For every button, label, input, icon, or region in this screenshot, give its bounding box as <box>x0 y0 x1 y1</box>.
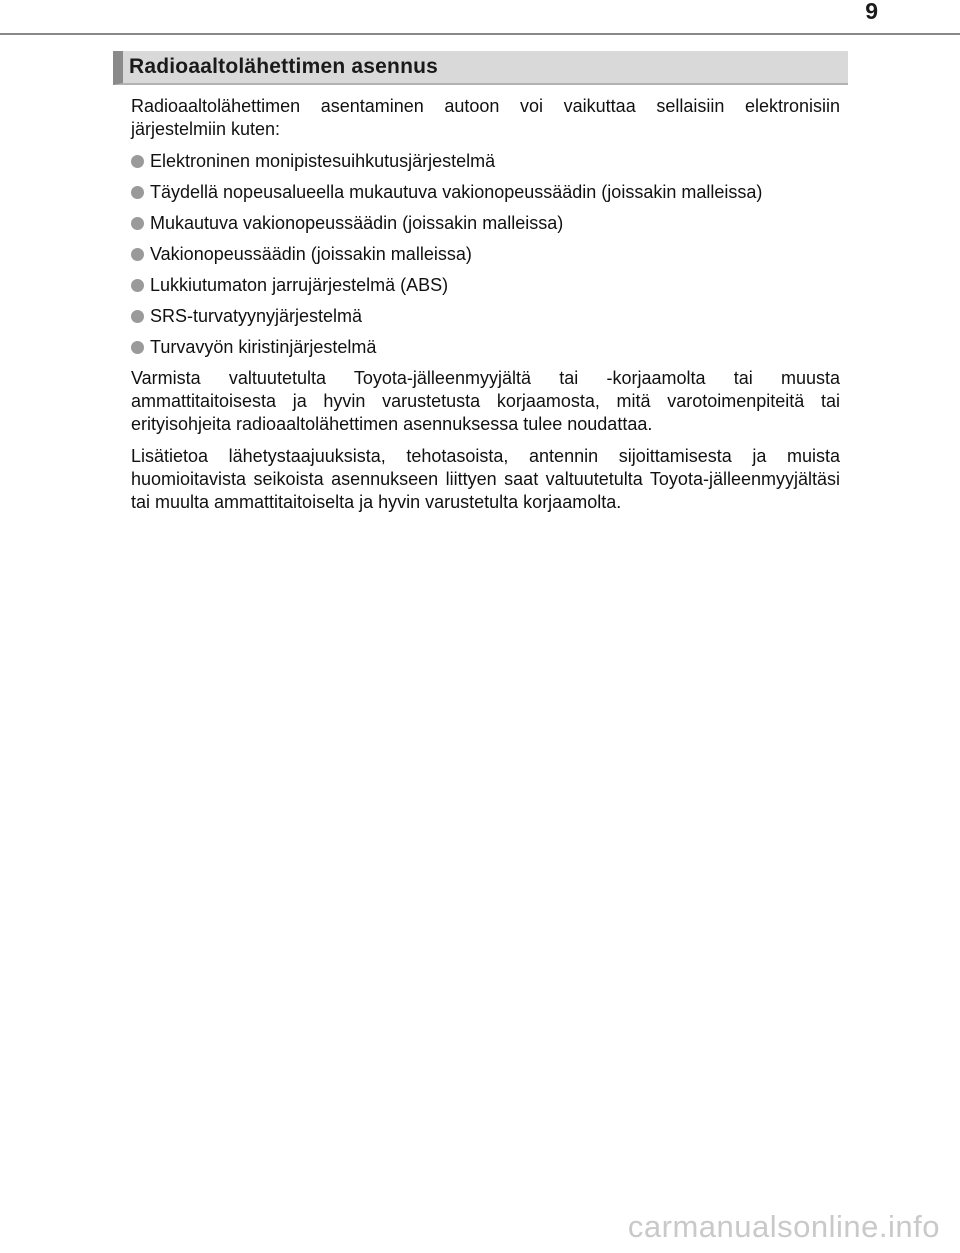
bullet-icon <box>131 217 144 230</box>
section-title: Radioaaltolähettimen asennus <box>129 55 439 78</box>
list-item: Lukkiutumaton jarrujärjestelmä (ABS) <box>131 274 840 297</box>
bullet-icon <box>131 248 144 261</box>
list-item: Täydellä nopeusalueella mukautuva vakionopeussäädin (joissakin malleissa) <box>131 181 840 204</box>
affected-systems-list <box>131 150 840 359</box>
dealer-advice-paragraph: Varmista valtuutetulta Toyota-jälleenmyyjältä tai -korjaamolta tai muusta ammattitaitoisesta ja hyvin varustetusta korjaamosta, mitä varotoimenpiteitä tai erityisohjeita radioaaltolähettimen asennuksessa tulee noudattaa. <box>131 368 840 434</box>
bullet-icon <box>131 279 144 292</box>
list-item: Turvavyön kiristinjärjestelmä <box>131 336 840 359</box>
bullet-icon <box>131 310 144 323</box>
list-item: Elektroninen monipistesuihkutusjärjestelmä <box>131 150 840 173</box>
bullet-icon <box>131 155 144 168</box>
list-item: Vakionopeussäädin (joissakin malleissa) <box>131 243 840 266</box>
list-item: Mukautuva vakionopeussäädin (joissakin malleissa) <box>131 212 840 235</box>
page-number: 9 <box>865 0 878 24</box>
page-content <box>131 95 840 523</box>
section-header <box>113 51 848 85</box>
bullet-icon <box>131 341 144 354</box>
list-item: SRS-turvatyynyjärjestelmä <box>131 305 840 328</box>
header-rule <box>0 33 960 35</box>
bullet-icon <box>131 186 144 199</box>
intro-paragraph: Radioaaltolähettimen asentaminen autoon voi vaikuttaa sellaisiin elektronisiin järjestelmiin kuten: <box>131 96 840 139</box>
further-info-paragraph: Lisätietoa lähetystaajuuksista, tehotasoista, antennin sijoittamisesta ja muista huomioitavista seikoista asennukseen liittyen saat valtuutetulta Toyota-jälleenmyyjältäsi tai muulta ammattitaitoiselta ja hyvin varustetulta korjaamolta. <box>131 446 840 512</box>
watermark: carmanualsonline.info <box>627 1209 940 1244</box>
